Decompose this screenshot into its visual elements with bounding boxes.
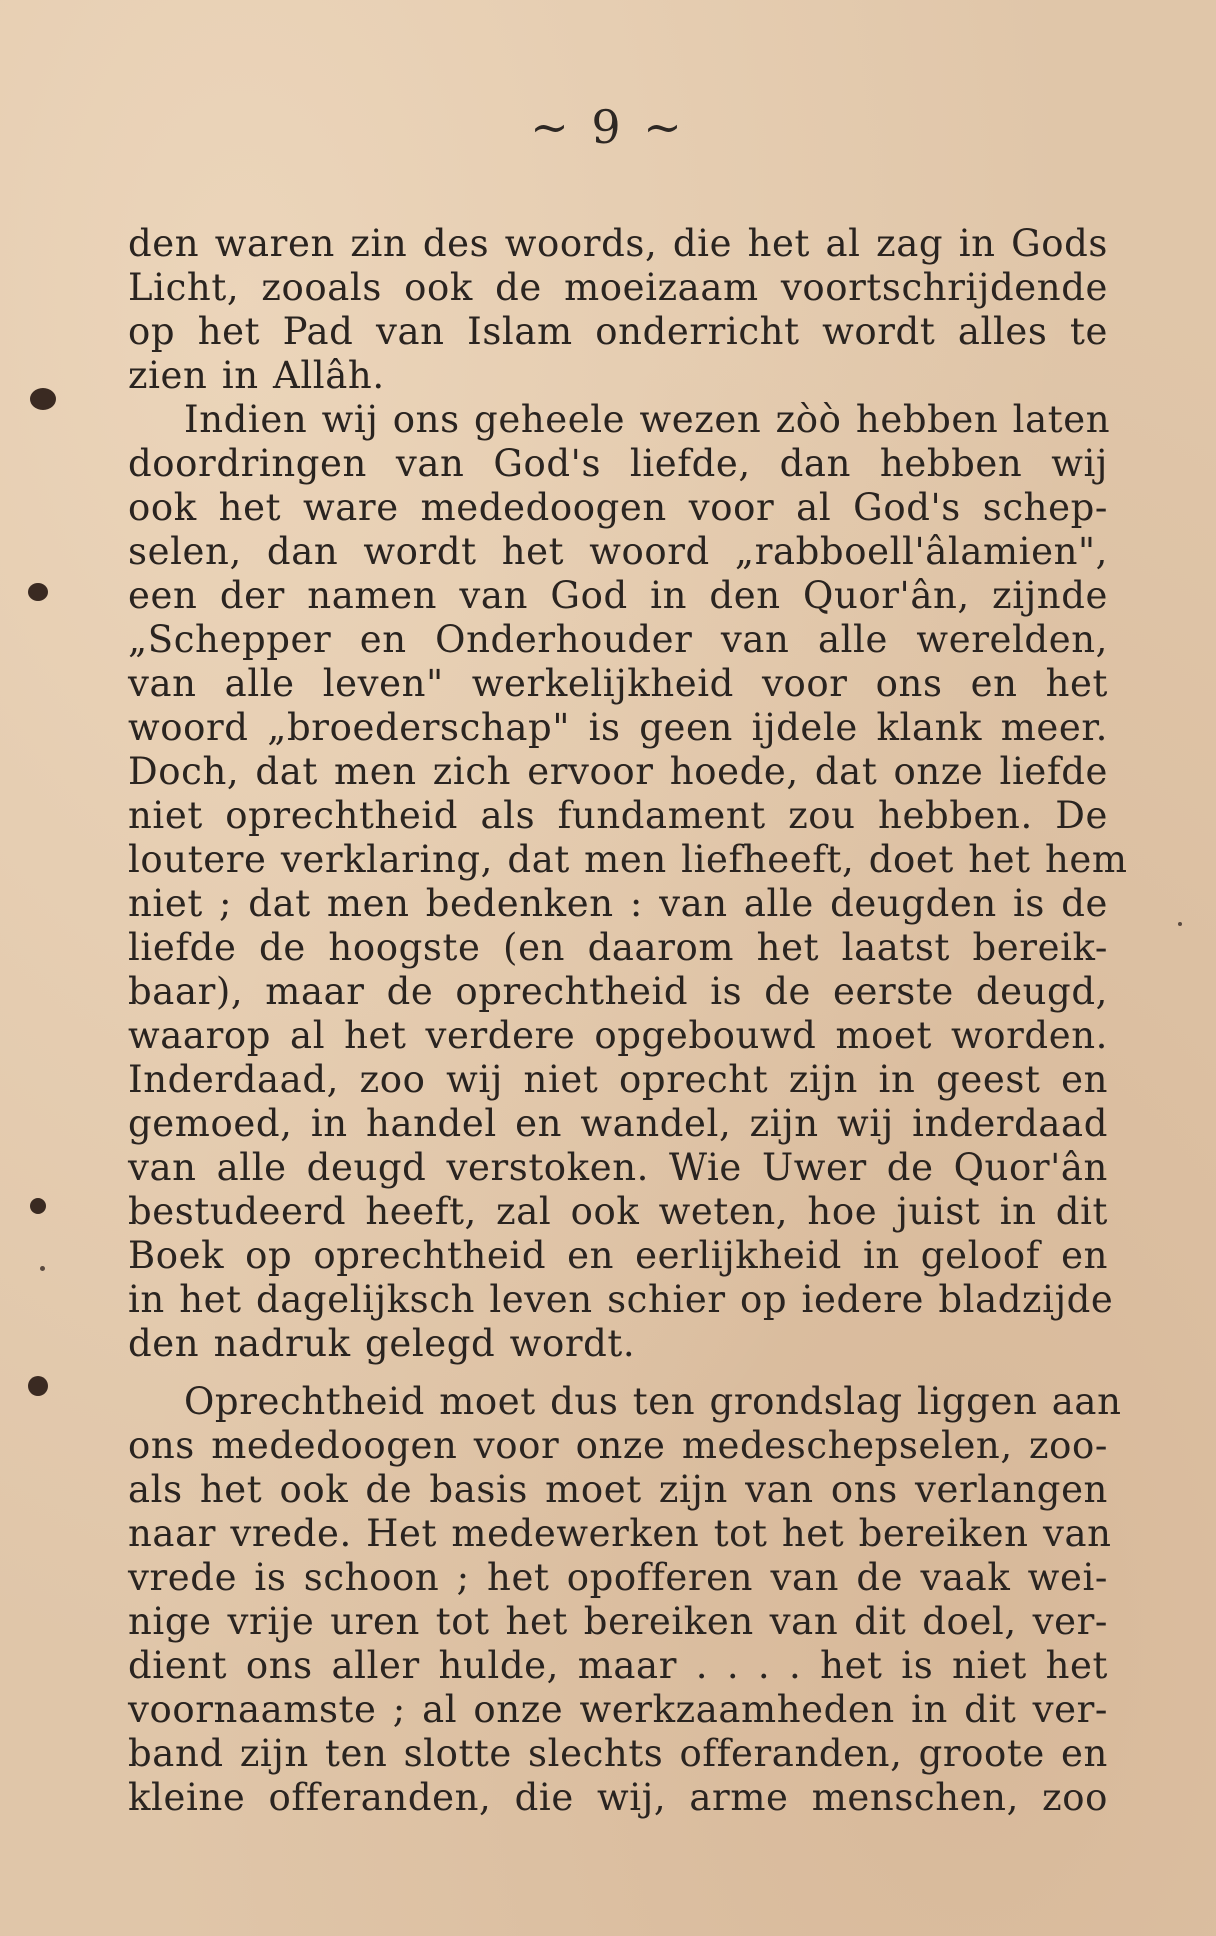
text-line: Boek op oprechtheid en eerlijkheid in geloof en [128,1234,1108,1277]
punch-hole [30,1198,46,1214]
text-line: Licht, zooals ook de moeizaam voortschrijdende [128,266,1108,309]
paragraph-1 [128,222,1108,398]
paper-speck [40,1266,45,1271]
punch-hole [30,388,56,410]
paragraph-2 [128,398,1128,1366]
text-line: een der namen van God in den Quor'ân, zijnde [128,574,1108,617]
text-line: liefde de hoogste (en daarom het laatst bereik- [128,926,1108,969]
text-line: loutere verklaring, dat men liefheeft, doet het hem [128,838,1128,881]
text-line: zien in Allâh. [128,354,385,397]
paragraph-gap [128,1366,1108,1380]
text-line: „Schepper en Onderhouder van alle werelden, [128,618,1108,661]
text-line: van alle deugd verstoken. Wie Uwer de Quor'ân [128,1146,1108,1189]
text-line: ook het ware mededoogen voor al God's schep- [128,486,1108,529]
text-line: den nadruk gelegd wordt. [128,1322,636,1365]
text-line: van alle leven" werkelijkheid voor ons en het [128,662,1108,705]
punch-hole [28,1376,48,1396]
paragraph-3 [128,1380,1122,1820]
text-line: vrede is schoon ; het opofferen van de vaak wei- [128,1556,1108,1599]
text-line: den waren zin des woords, die het al zag in Gods [128,222,1108,265]
text-line: woord „broederschap" is geen ijdele klank meer. [128,706,1108,749]
punch-hole [28,583,48,601]
text-line: doordringen van God's liefde, dan hebben wij [128,442,1108,485]
body-text [128,222,1128,1820]
text-line: ons mededoogen voor onze medeschepselen, zoo- [128,1424,1108,1467]
text-line: Oprechtheid moet dus ten grondslag liggen aan [184,1380,1122,1423]
text-line: nige vrije uren tot het bereiken van dit doel, ver- [128,1600,1108,1643]
text-line: Doch, dat men zich ervoor hoede, dat onze liefde [128,750,1108,793]
text-line: kleine offeranden, die wij, arme menschen, zoo [128,1776,1108,1819]
text-line: gemoed, in handel en wandel, zijn wij inderdaad [128,1102,1108,1145]
text-line: band zijn ten slotte slechts offeranden, groote en [128,1732,1108,1775]
page-number: ~ 9 ~ [530,100,686,154]
text-line: Inderdaad, zoo wij niet oprecht zijn in geest en [128,1058,1108,1101]
text-line: bestudeerd heeft, zal ook weten, hoe juist in dit [128,1190,1108,1233]
text-line: in het dagelijksch leven schier op iedere bladzijde [128,1278,1114,1321]
text-line: als het ook de basis moet zijn van ons verlangen [128,1468,1108,1511]
text-line: baar), maar de oprechtheid is de eerste deugd, [128,970,1108,1013]
text-line: niet oprechtheid als fundament zou hebben. De [128,794,1108,837]
text-line: Indien wij ons geheele wezen zòò hebben laten [184,398,1111,441]
text-line: dient ons aller hulde, maar . . . . het is niet het [128,1644,1108,1687]
paper-speck [1178,922,1182,926]
text-line: waarop al het verdere opgebouwd moet worden. [128,1014,1108,1057]
text-line: voornaamste ; al onze werkzaamheden in dit ver- [128,1688,1108,1731]
text-line: naar vrede. Het medewerken tot het bereiken van [128,1512,1112,1555]
text-line: selen, dan wordt het woord „rabboell'âlamien", [128,530,1108,573]
text-line: niet ; dat men bedenken : van alle deugden is de [128,882,1108,925]
text-line: op het Pad van Islam onderricht wordt alles te [128,310,1108,353]
